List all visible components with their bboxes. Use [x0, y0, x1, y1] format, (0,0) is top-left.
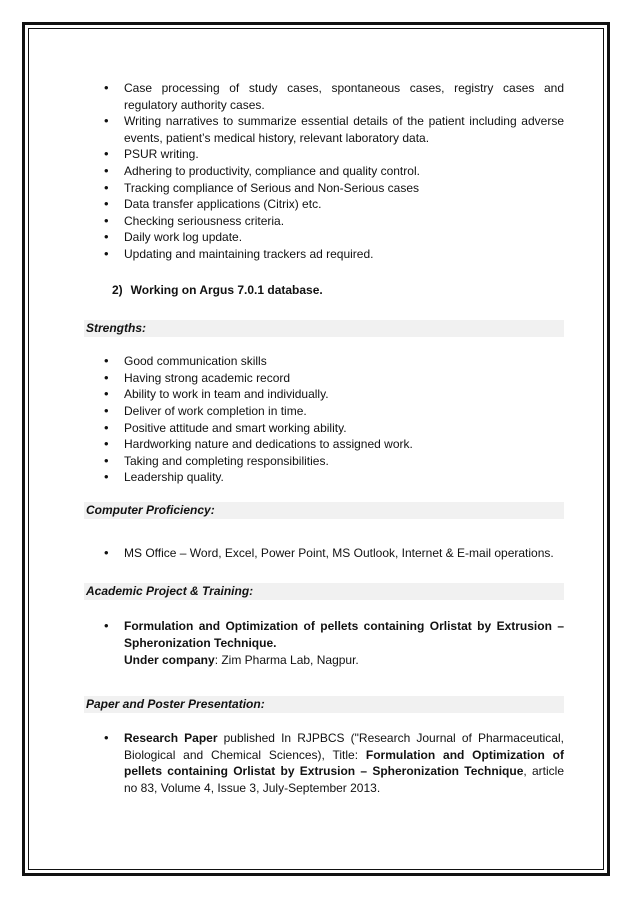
paper-text-1: published In RJPBCS ("Research Journal of Pharmaceutical, Biological and Chemical Sciences), Title:	[124, 731, 564, 762]
list-item: • Writing narratives to summarize essential details of the patient including adverse events, patient’s medical history, relevant laboratory data.	[84, 113, 564, 146]
project-title: Formulation and Optimization of pellets containing Orlistat by Extrusion – Spheronization Technique.	[124, 619, 564, 651]
paper-title: Formulation and Optimization of pellets containing Orlistat by Extrusion – Spheronization Technique	[124, 747, 564, 779]
list-item: • Having strong academic record	[84, 370, 564, 387]
list-item: • Data transfer applications (Citrix) etc.	[84, 196, 564, 213]
company-value: : Zim Pharma Lab, Nagpur.	[214, 652, 359, 667]
list-item: • PSUR writing.	[84, 146, 564, 163]
computer-list	[84, 545, 564, 562]
section-heading-computer: Computer Proficiency:	[84, 502, 564, 519]
paper-list	[84, 730, 564, 796]
resume-content	[84, 80, 564, 797]
list-item: • Leadership quality.	[84, 469, 564, 486]
item-text: Working on Argus 7.0.1 database.	[130, 282, 323, 297]
duties-list	[84, 80, 564, 263]
list-item: • Ability to work in team and individually.	[84, 386, 564, 403]
list-item: • Taking and completing responsibilities.	[84, 453, 564, 470]
list-item: • Tracking compliance of Serious and Non-Serious cases	[84, 180, 564, 197]
list-item: • Positive attitude and smart working ability.	[84, 420, 564, 437]
list-item	[84, 730, 564, 796]
company-label: Under company	[124, 652, 215, 667]
section-heading-academic: Academic Project & Training:	[84, 583, 564, 600]
strengths-list	[84, 353, 564, 486]
paper-text-2: , article no 83, Volume 4, Issue 3, July-September 2013.	[124, 764, 565, 796]
list-item: • Daily work log update.	[84, 229, 564, 246]
list-item: • Case processing of study cases, spontaneous cases, registry cases and regulatory authority cases.	[84, 80, 564, 113]
paper-lead: Research Paper	[124, 731, 218, 746]
list-item: • Good communication skills	[84, 353, 564, 370]
list-item: • Checking seriousness criteria.	[84, 213, 564, 230]
list-item: • MS Office – Word, Excel, Power Point, MS Outlook, Internet & E-mail operations.	[84, 545, 564, 562]
list-item: • Updating and maintaining trackers ad required.	[84, 246, 564, 263]
section-heading-paper: Paper and Poster Presentation:	[84, 696, 564, 713]
numbered-item	[112, 282, 564, 299]
list-item: • Hardworking nature and dedications to assigned work.	[84, 436, 564, 453]
list-item: • Deliver of work completion in time.	[84, 403, 564, 420]
item-number: 2)	[112, 282, 123, 297]
academic-list	[84, 618, 564, 668]
list-item	[84, 618, 564, 668]
list-item: • Adhering to productivity, compliance and quality control.	[84, 163, 564, 180]
section-heading-strengths: Strengths:	[84, 320, 564, 337]
